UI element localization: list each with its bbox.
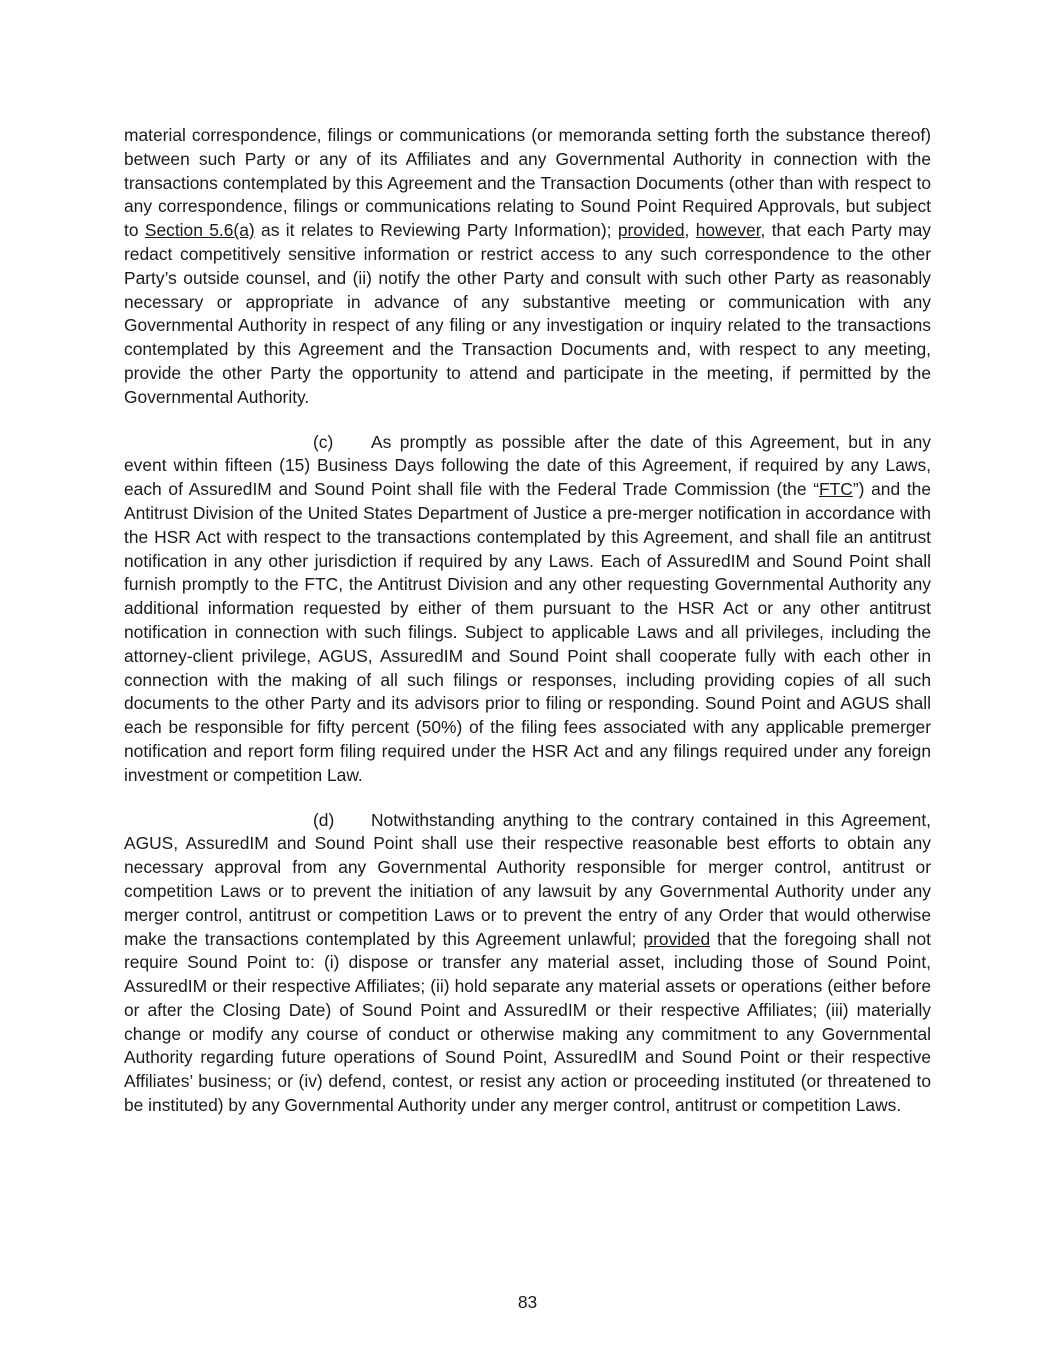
section-reference-link[interactable]: Section 5.6(a) bbox=[144, 220, 255, 241]
paragraph-continuation bbox=[124, 124, 931, 410]
paragraph-text: as it relates to Reviewing Party Information); bbox=[254, 220, 618, 241]
clause-marker-c: (c) bbox=[313, 431, 334, 452]
defined-term-ftc: FTC bbox=[819, 479, 853, 500]
page-number: 83 bbox=[517, 1292, 538, 1312]
provided-term: provided bbox=[643, 928, 711, 949]
provided-term: provided bbox=[617, 220, 685, 241]
clause-marker-d: (d) bbox=[313, 809, 335, 830]
paragraph-text: , bbox=[684, 220, 696, 241]
paragraph-text: As promptly as possible after the date of this Agreement, but in any event within fifteen (15) Business Days following the date of this Agreement, if required by any Laws, each of AssuredIM and Sound Point shall file with the Federal Trade Commission (the “ bbox=[124, 431, 931, 500]
paragraph-c bbox=[124, 431, 931, 788]
document-page bbox=[124, 124, 931, 1118]
paragraph-text: material correspondence, filings or communications (or memoranda setting forth the substance thereof) between such Party or any of its Affiliates and any Governmental Authority in connection with the transactions contemplated by this Agreement and the Transaction Documents (other than with respect to any correspondence, filings or communications relating to Sound Point Required Approvals, but subject to bbox=[124, 125, 931, 241]
however-term: however bbox=[695, 220, 761, 241]
paragraph-text: that the foregoing shall not require Sound Point to: (i) dispose or transfer any material asset, including those of Sound Point, AssuredIM or their respective Affiliates; (ii) hold separate any material assets or operations (either before or after the Closing Date) of Sound Point and AssuredIM or their respective Affiliates; (iii) materially change or modify any course of conduct or otherwise making any commitment to any Governmental Authority regarding future operations of Sound Point, AssuredIM and Sound Point or their respective Affiliates’ business; or (iv) defend, contest, or resist any action or proceeding instituted (or threatened to be instituted) by any Governmental Authority under any merger control, antitrust or competition Laws. bbox=[124, 928, 931, 1116]
paragraph-text: Notwithstanding anything to the contrary contained in this Agreement, AGUS, AssuredIM and Sound Point shall use their respective reasonable best efforts to obtain any necessary approval from any Governmental Authority responsible for merger control, antitrust or competition Laws or to prevent the initiation of any lawsuit by any Governmental Authority under any merger control, antitrust or competition Laws or to prevent the entry of any Order that would otherwise make the transactions contemplated by this Agreement unlawful; bbox=[124, 809, 931, 949]
paragraph-text: ”) and the Antitrust Division of the United States Department of Justice a pre-merger notification in accordance with the HSR Act with respect to the transactions contemplated by this Agreement, and shall file an antitrust notification in any other jurisdiction if required by any Laws. Each of AssuredIM and Sound Point shall furnish promptly to the FTC, the Antitrust Division and any other requesting Governmental Authority any additional information requested by either of them pursuant to the HSR Act or any other antitrust notification in connection with such filings. Subject to applicable Laws and all privileges, including the attorney-client privilege, AGUS, AssuredIM and Sound Point shall cooperate fully with each other in connection with the making of all such filings or responses, including providing copies of all such documents to the other Party and its advisors prior to filing or responding. Sound Point and AGUS shall each be responsible for fifty percent (50%) of the filing fees associated with any applicable premerger notification and report form filing required under the HSR Act and any filings required under any foreign investment or competition Law. bbox=[124, 479, 931, 785]
paragraph-d bbox=[124, 809, 931, 1118]
paragraph-text: , that each Party may redact competitively sensitive information or restrict access to any such correspondence to the other Party’s outside counsel, and (ii) notify the other Party and consult with such other Party as reasonably necessary or appropriate in advance of any substantive meeting or communication with any Governmental Authority in respect of any filing or any investigation or inquiry related to the transactions contemplated by this Agreement and the Transaction Documents and, with respect to any meeting, provide the other Party the opportunity to attend and participate in the meeting, if permitted by the Governmental Authority. bbox=[124, 220, 931, 407]
